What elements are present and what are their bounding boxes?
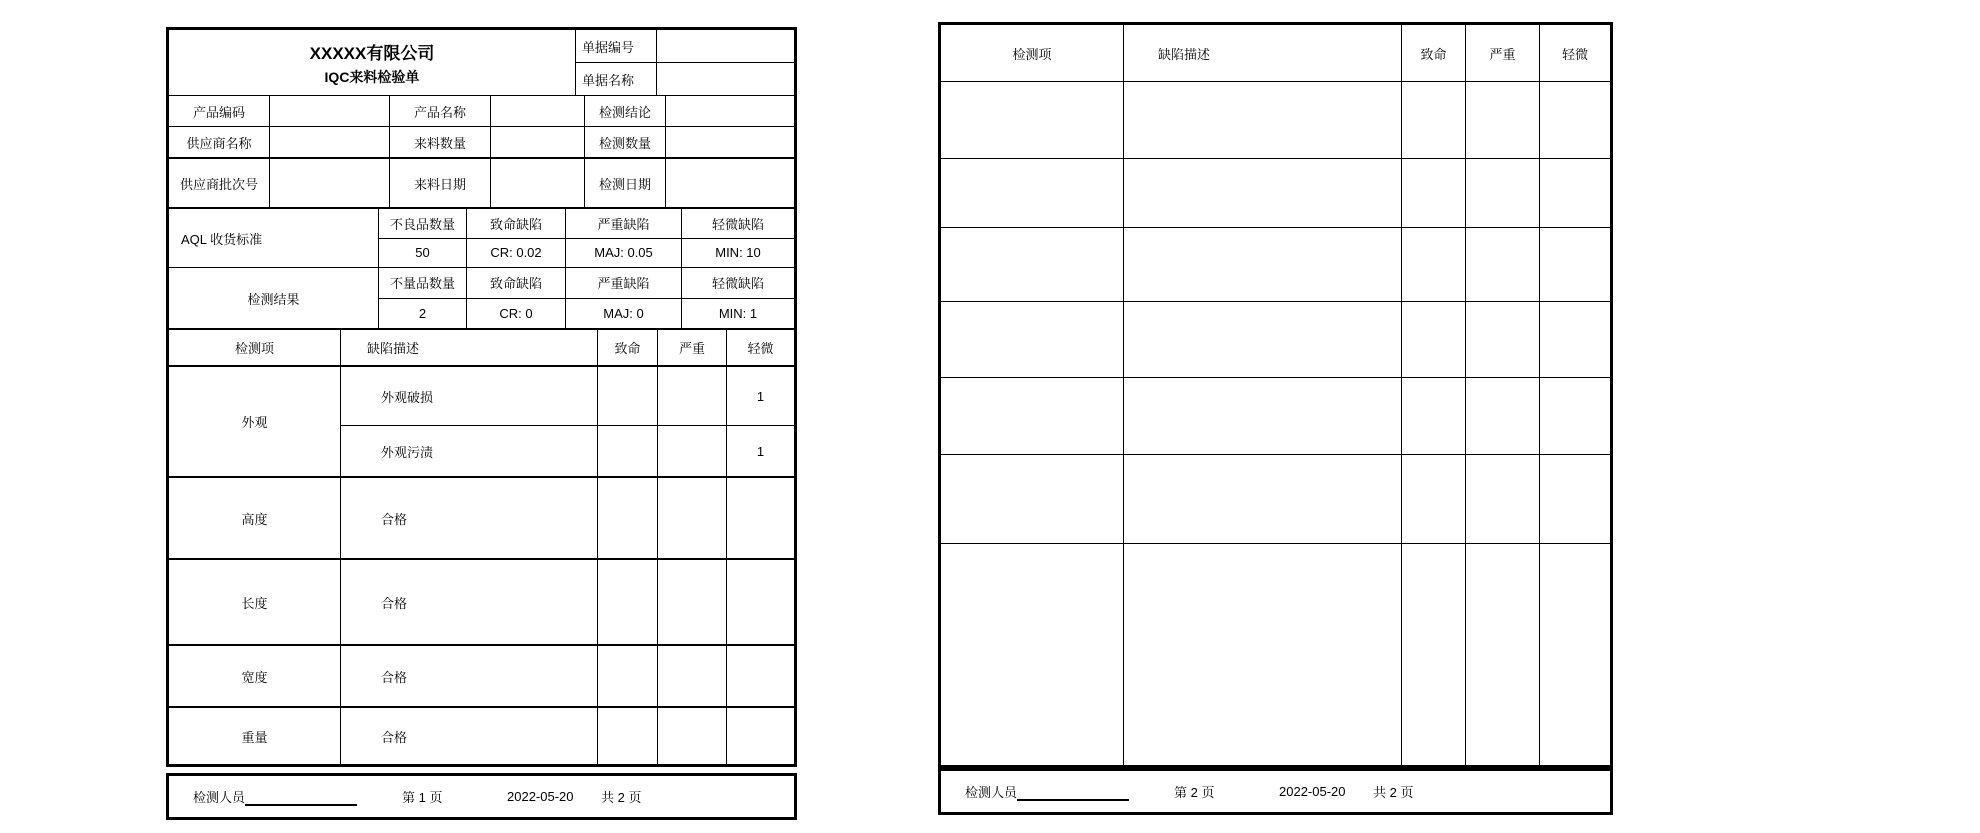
minor-count-cell (727, 478, 794, 558)
title-area (169, 30, 575, 95)
empty-minor-cell (1540, 544, 1610, 765)
inspector-label: 检测人员 (193, 790, 246, 805)
result-major-header: 严重缺陷 (566, 268, 681, 298)
items-table-header (169, 328, 794, 365)
aql-defective-qty-header: 不良品数量 (379, 209, 466, 238)
inspection-qty-label: 检测数量 (585, 127, 665, 157)
empty-major-cell (1466, 378, 1539, 454)
doc-no-value (657, 30, 794, 62)
empty-critical-cell (1402, 378, 1465, 454)
defect-desc: 合格 (341, 646, 597, 706)
inspector-signature (965, 782, 1129, 801)
doc-name-label: 单据名称 (576, 63, 656, 95)
footer-date: 2022-05-20 (1279, 784, 1346, 799)
empty-desc-cell (1124, 82, 1401, 158)
total-pages: 共 2 页 (1373, 785, 1414, 800)
empty-critical-cell (1402, 228, 1465, 301)
item-name: 宽度 (169, 646, 340, 706)
inspection-result-block (169, 267, 794, 328)
aql-minor-header: 轻微缺陷 (682, 209, 794, 238)
item-name: 高度 (169, 478, 340, 558)
empty-critical-cell (1402, 455, 1465, 543)
empty-major-cell (1466, 302, 1539, 377)
empty-item-cell (941, 455, 1123, 543)
critical-count-cell (598, 560, 657, 644)
page-number: 第 2 页 (1174, 785, 1215, 800)
inspector-label: 检测人员 (965, 785, 1018, 800)
critical-count-cell (598, 646, 657, 706)
empty-desc-cell (1124, 228, 1401, 301)
item-group-length (169, 558, 794, 644)
empty-major-cell (1466, 544, 1539, 765)
empty-item-cell (941, 82, 1123, 158)
doc-no-label: 单据编号 (576, 30, 656, 62)
inspector-signature (193, 787, 357, 806)
col-header-major: 严重 (1466, 25, 1539, 81)
empty-minor-cell (1540, 302, 1610, 377)
empty-major-cell (1466, 228, 1539, 301)
result-defective-qty-value: 2 (379, 299, 466, 329)
total-pages: 共 2 页 (601, 790, 642, 805)
info-row-supplier (169, 126, 794, 157)
empty-desc-cell (1124, 544, 1401, 765)
company-name: XXXXX有限公司 (309, 43, 435, 63)
inspection-result-label: 检测结果 (169, 268, 378, 328)
page1-form (166, 27, 797, 767)
result-minor-header: 轻微缺陷 (682, 268, 794, 298)
empty-major-cell (1466, 82, 1539, 158)
aql-major-header: 严重缺陷 (566, 209, 681, 238)
incoming-date-value (491, 159, 584, 207)
signature-line (1017, 786, 1129, 801)
col-header-minor: 轻微 (727, 330, 794, 365)
page2-footer (938, 768, 1613, 815)
critical-count-cell (598, 478, 657, 558)
minor-count-cell (727, 646, 794, 706)
product-code-label: 产品编码 (169, 96, 269, 126)
empty-minor-cell (1540, 378, 1610, 454)
empty-minor-cell (1540, 455, 1610, 543)
critical-count-cell (598, 426, 657, 476)
aql-major-value: MAJ: 0.05 (566, 239, 681, 268)
supplier-batch-label: 供应商批次号 (169, 159, 269, 207)
major-count-cell (658, 646, 726, 706)
major-count-cell (658, 426, 726, 476)
empty-item-cell (941, 378, 1123, 454)
empty-critical-cell (1402, 544, 1465, 765)
critical-count-cell (598, 367, 657, 425)
col-header-major: 严重 (658, 330, 726, 365)
item-group-weight (169, 706, 794, 764)
item-name: 外观 (169, 367, 340, 476)
major-count-cell (658, 367, 726, 425)
empty-critical-cell (1402, 82, 1465, 158)
supplier-batch-value (270, 159, 389, 207)
supplier-name-label: 供应商名称 (169, 127, 269, 157)
aql-critical-value: CR: 0.02 (467, 239, 565, 268)
page1-footer (166, 773, 797, 820)
supplier-name-value (270, 127, 389, 157)
empty-desc-cell (1124, 378, 1401, 454)
page-1 (166, 27, 797, 820)
aql-standard-label: AQL 收货标准 (169, 209, 378, 267)
empty-major-cell (1466, 455, 1539, 543)
product-code-value (270, 96, 389, 126)
major-count-cell (658, 560, 726, 644)
item-group-appearance (169, 365, 794, 476)
empty-item-cell (941, 228, 1123, 301)
product-name-label: 产品名称 (390, 96, 490, 126)
result-minor-value: MIN: 1 (682, 299, 794, 329)
empty-desc-cell (1124, 302, 1401, 377)
inspection-conclusion-value (666, 96, 794, 126)
info-row-product (169, 95, 794, 126)
incoming-qty-value (491, 127, 584, 157)
defect-desc: 外观污渍 (341, 426, 597, 476)
product-name-value (491, 96, 584, 126)
form-title: IQC来料检验单 (324, 68, 420, 85)
col-header-defect-desc: 缺陷描述 (1124, 25, 1401, 81)
title-block (169, 30, 794, 95)
page-number: 第 1 页 (402, 790, 443, 805)
inspection-date-value (666, 159, 794, 207)
minor-count-cell (727, 708, 794, 764)
aql-defective-qty-value: 50 (379, 239, 466, 268)
col-header-item: 检测项 (169, 330, 340, 365)
result-major-value: MAJ: 0 (566, 299, 681, 329)
defect-desc: 外观破损 (341, 367, 597, 425)
defect-desc: 合格 (341, 560, 597, 644)
empty-desc-cell (1124, 159, 1401, 227)
empty-item-cell (941, 544, 1123, 765)
col-header-critical: 致命 (598, 330, 657, 365)
result-defective-qty-header: 不量品数量 (379, 268, 466, 298)
major-count-cell (658, 478, 726, 558)
empty-item-cell (941, 159, 1123, 227)
signature-line (245, 791, 357, 806)
inspection-qty-value (666, 127, 794, 157)
incoming-qty-label: 来料数量 (390, 127, 490, 157)
result-critical-header: 致命缺陷 (467, 268, 565, 298)
incoming-date-label: 来料日期 (390, 159, 490, 207)
empty-critical-cell (1402, 302, 1465, 377)
page-2 (938, 22, 1613, 815)
aql-critical-header: 致命缺陷 (467, 209, 565, 238)
col-header-minor: 轻微 (1540, 25, 1610, 81)
empty-minor-cell (1540, 82, 1610, 158)
item-group-height (169, 476, 794, 558)
major-count-cell (658, 708, 726, 764)
defect-desc: 合格 (341, 708, 597, 764)
empty-desc-cell (1124, 455, 1401, 543)
inspection-date-label: 检测日期 (585, 159, 665, 207)
empty-item-cell (941, 302, 1123, 377)
result-critical-value: CR: 0 (467, 299, 565, 329)
col-header-item: 检测项 (941, 25, 1123, 81)
empty-critical-cell (1402, 159, 1465, 227)
aql-standard-block (169, 207, 794, 267)
minor-count-cell: 1 (727, 426, 794, 476)
info-row-batch (169, 157, 794, 207)
empty-minor-cell (1540, 228, 1610, 301)
item-group-width (169, 644, 794, 706)
defect-desc: 合格 (341, 478, 597, 558)
empty-minor-cell (1540, 159, 1610, 227)
minor-count-cell (727, 560, 794, 644)
inspection-conclusion-label: 检测结论 (585, 96, 665, 126)
aql-minor-value: MIN: 10 (682, 239, 794, 268)
item-name: 重量 (169, 708, 340, 764)
footer-date: 2022-05-20 (507, 789, 574, 804)
page2-form (938, 22, 1613, 768)
doc-name-value (657, 63, 794, 95)
minor-count-cell: 1 (727, 367, 794, 425)
col-header-critical: 致命 (1402, 25, 1465, 81)
continuation-table (941, 25, 1610, 765)
critical-count-cell (598, 708, 657, 764)
item-name: 长度 (169, 560, 340, 644)
empty-major-cell (1466, 159, 1539, 227)
col-header-defect-desc: 缺陷描述 (341, 330, 597, 365)
